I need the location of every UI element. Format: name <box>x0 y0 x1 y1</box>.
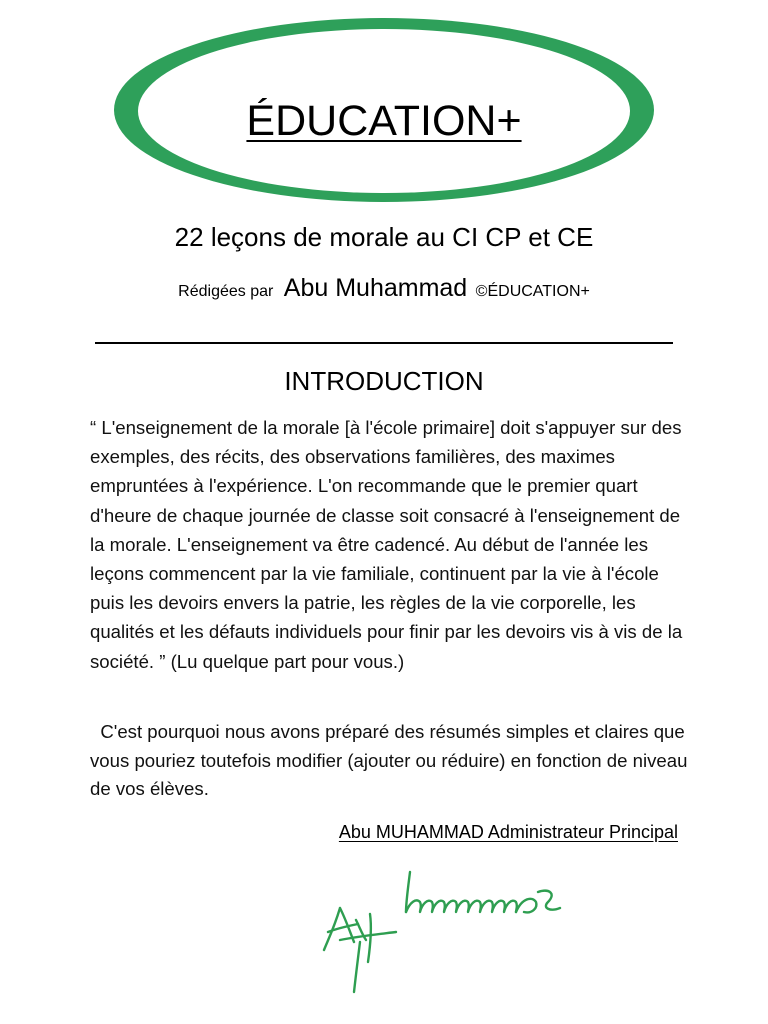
document-subtitle: 22 leçons de morale au CI CP et CE <box>174 222 594 252</box>
signature-icon <box>310 858 610 998</box>
byline <box>0 274 768 303</box>
signatory-line: Abu MUHAMMAD Administrateur Principal <box>338 822 678 842</box>
logo <box>112 16 656 204</box>
divider <box>95 342 673 344</box>
intro-paragraph-2-text: C'est pourquoi nous avons préparé des résumés simples et claires que vous pouriez toutefois modifier (ajouter ou réduire) en fonction de niveau de vos élèves. <box>90 721 688 799</box>
byline-prefix: Rédigées par <box>178 283 274 300</box>
intro-paragraph-2 <box>90 718 690 804</box>
section-title: INTRODUCTION <box>284 366 484 396</box>
logo-title: ÉDUCATION+ <box>246 97 522 145</box>
intro-paragraph-1: “ L'enseignement de la morale [à l'école primaire] doit s'appuyer sur des exemples, des récits, des observations familières, des maximes empruntées à l'expérience. L'on recommande que le premier quart d'heure de chaque journée de classe soit consacré à l'enseignement de la morale. L'enseignement va être cadencé. Au début de l'année les leçons commencent par la vie familiale, continuent par la vie à l'école puis les devoirs envers la patrie, les règles de la vie corporelle, les qualités et les défauts individuels pour finir par les devoirs vis à vis de la société. ” (Lu quelque part pour vous.) <box>90 417 683 672</box>
copyright-notice: ©ÉDUCATION+ <box>475 283 590 300</box>
author-name: Abu Muhammad <box>283 274 468 302</box>
